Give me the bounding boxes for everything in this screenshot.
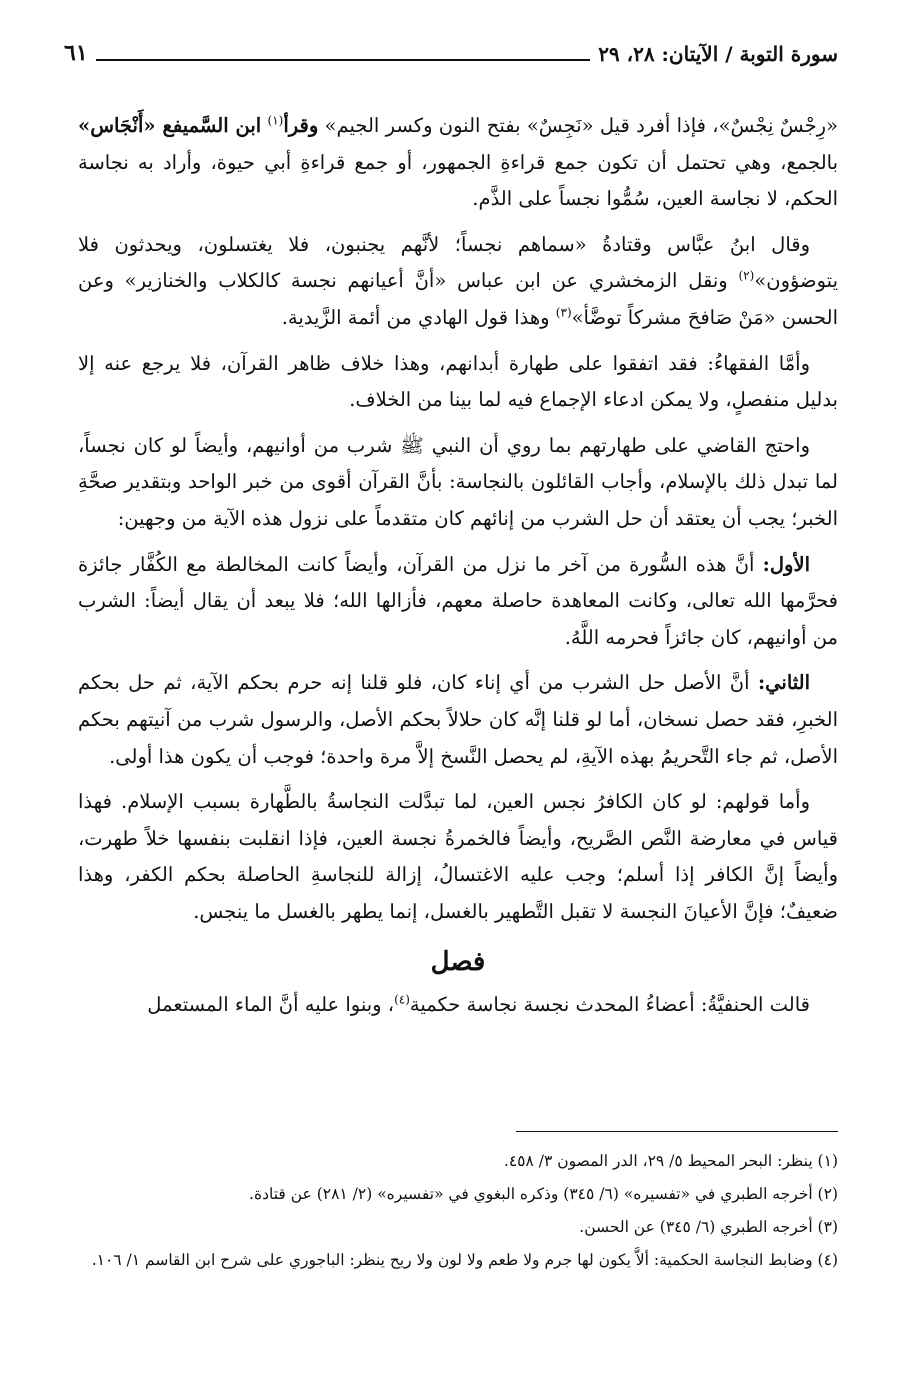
footnote-2: (٢) أخرجه الطبري في «تفسيره» (٦/ ٣٤٥) وذكره البغوي في «تفسيره» (٢/ ٢٨١) عن قتادة. [249, 1185, 838, 1203]
page-number: ٦١ [64, 40, 88, 66]
p5-text: أنَّ هذه السُّورة من آخر ما نزل من القرآن، وأيضاً كانت المخالطة مع الكُفَّار جائزة فحرَّمها الله تعالى، وكانت المعاهدة حاصلة معهم، فأزالها الله؛ فلا يبعد أن يقال أيضاً: الشرب من أوانيهم، كان جائزاً فحرمه اللَّهُ. [78, 552, 838, 649]
point-label-first: الأول: [762, 552, 810, 576]
surah-title: سورة التوبة / الآيتان: ٢٨، ٢٩ [598, 42, 838, 66]
p2-text-a: وقال ابنُ عبَّاس وقتادةُ «سماهم نجساً؛ لأنَّهم يجنبون، فلا يغتسلون، ويحدثون فلا يتوضؤون» [78, 232, 838, 293]
running-header [64, 38, 838, 68]
paragraph-6 [78, 665, 838, 775]
paragraph-1 [78, 108, 838, 218]
p8-text-a: قالت الحنفيَّةُ: أعضاءُ المحدث نجسة نجاسة حكمية [409, 993, 810, 1017]
p1-text-a: «رِجْسٌ نِجْسٌ»، فإذا أفرد قيل «نَجِسٌ» بفتح النون وكسر الجيم» [324, 114, 838, 137]
p1-text-d: بالجمع، وهي تحتمل أن تكون جمع قراءةِ الجمهور، أو جمع قراءةِ أبي حيوة، وأراد به نجاسة الحكم، لا نجاسة العين، سُمُّوا نجساً على الذَّم. [78, 150, 838, 211]
footnotes [78, 1146, 838, 1278]
p1-qara: وقرأ [283, 114, 319, 137]
p2-text-b: ونقل الزمخشري عن ابن عباس «أنَّ أعيانهم نجسة كالكلاب والخنازير» وعن الحسن «مَنْ صَافحَ مشركاً توضَّأ» [78, 269, 838, 329]
footnote-separator [516, 1131, 838, 1132]
p8-text-b: ، وبنوا عليه أنَّ الماء المستعمل [147, 993, 395, 1017]
footnote-3: (٣) أخرجه الطبري (٦/ ٣٤٥) عن الحسن. [579, 1218, 838, 1236]
paragraph-7: وأما قولهم: لو كان الكافرُ نجس العين، لما تبدَّلت النجاسةُ بالطَّهارة بسبب الإسلام. فهذا قياس في معارضة النَّص الصَّريح، وأيضاً فالخمرةُ نجسة العين، فإذا انقلبت بنفسها خلاً طهرت، وأيضاً إنَّ الكافر إذا أسلم؛ وجب عليه الاغتسالُ، إزالة للنجاسةِ الحاصلة بحكم الكفر، وهذا ضعيفٌ؛ فإنَّ الأعيانَ النجسة لا تقبل التَّطهير بالغسل، إنما يطهر بالغسل ما ينجس. [78, 790, 838, 923]
footnote-ref-4[interactable]: (٤) [394, 992, 410, 1007]
paragraph-8 [78, 987, 838, 1024]
header-rule [96, 59, 591, 61]
footnote-ref-2[interactable]: (٢) [738, 268, 755, 283]
footnote-1: (١) ينظر: البحر المحيط ٥/ ٢٩، الدر المصون ٣/ ٤٥٨. [503, 1152, 838, 1170]
main-text [78, 108, 838, 1033]
p6-text: أنَّ الأصل حل الشرب من أي إناء كان، فلو قلنا إنه حرم بحكم الآية، ثم حل بحكم الخبرِ، فقد حصل نسخان، أما لو قلنا إنَّه كان حلالاً بحكم الأصل، والرسول شرب من آنيتهم بحكم الأصل، ثم جاء التَّحريمُ بهذه الآيةِ، لم يحصل النَّسخ إلاَّ مرة واحدة؛ فوجب أن يكون هذا أولى. [78, 671, 838, 768]
paragraph-4: واحتج القاضي على طهارتهم بما روي أن النبي ﷺ شرب من أوانيهم، وأيضاً لو كان نجساً، لما تبدل ذلك بالإسلام، وأجاب القائلون بالنجاسة: بأنَّ القرآن أقوى من خبر الواحد وبتقدير صحَّةِ الخبر؛ يجب أن يعتقد أن حل الشرب من إنائهم كان متقدماً على نزول هذه الآية من وجهين: [78, 433, 838, 530]
section-heading: فصل [430, 947, 486, 978]
p1-reader-name: ابن السَّميفع «أَنْجَاس» [78, 114, 262, 137]
paragraph-5 [78, 547, 838, 657]
footnote-ref-1[interactable]: (١) [267, 113, 284, 128]
footnote-ref-3[interactable]: (٣) [555, 305, 572, 320]
p2-text-c: وهذا قول الهادي من أئمة الزَّيدية. [281, 305, 550, 329]
point-label-second: الثاني: [757, 671, 811, 695]
paragraph-2 [78, 227, 838, 337]
footnote-4: (٤) وضابط النجاسة الحكمية: ألاَّ يكون لها جرم ولا طعم ولا لون ولا ريح ينظر: الباجوري على شرح ابن القاسم ١/ ١٠٦. [91, 1251, 838, 1269]
paragraph-3: وأمَّا الفقهاءُ: فقد اتفقوا على طهارة أبدانهم، وهذا خلاف ظاهر القرآن، فلا يرجع عنه إلا بدليل منفصلٍ، ولا يمكن ادعاء الإجماع فيه لما بينا من الخلاف. [78, 351, 838, 412]
